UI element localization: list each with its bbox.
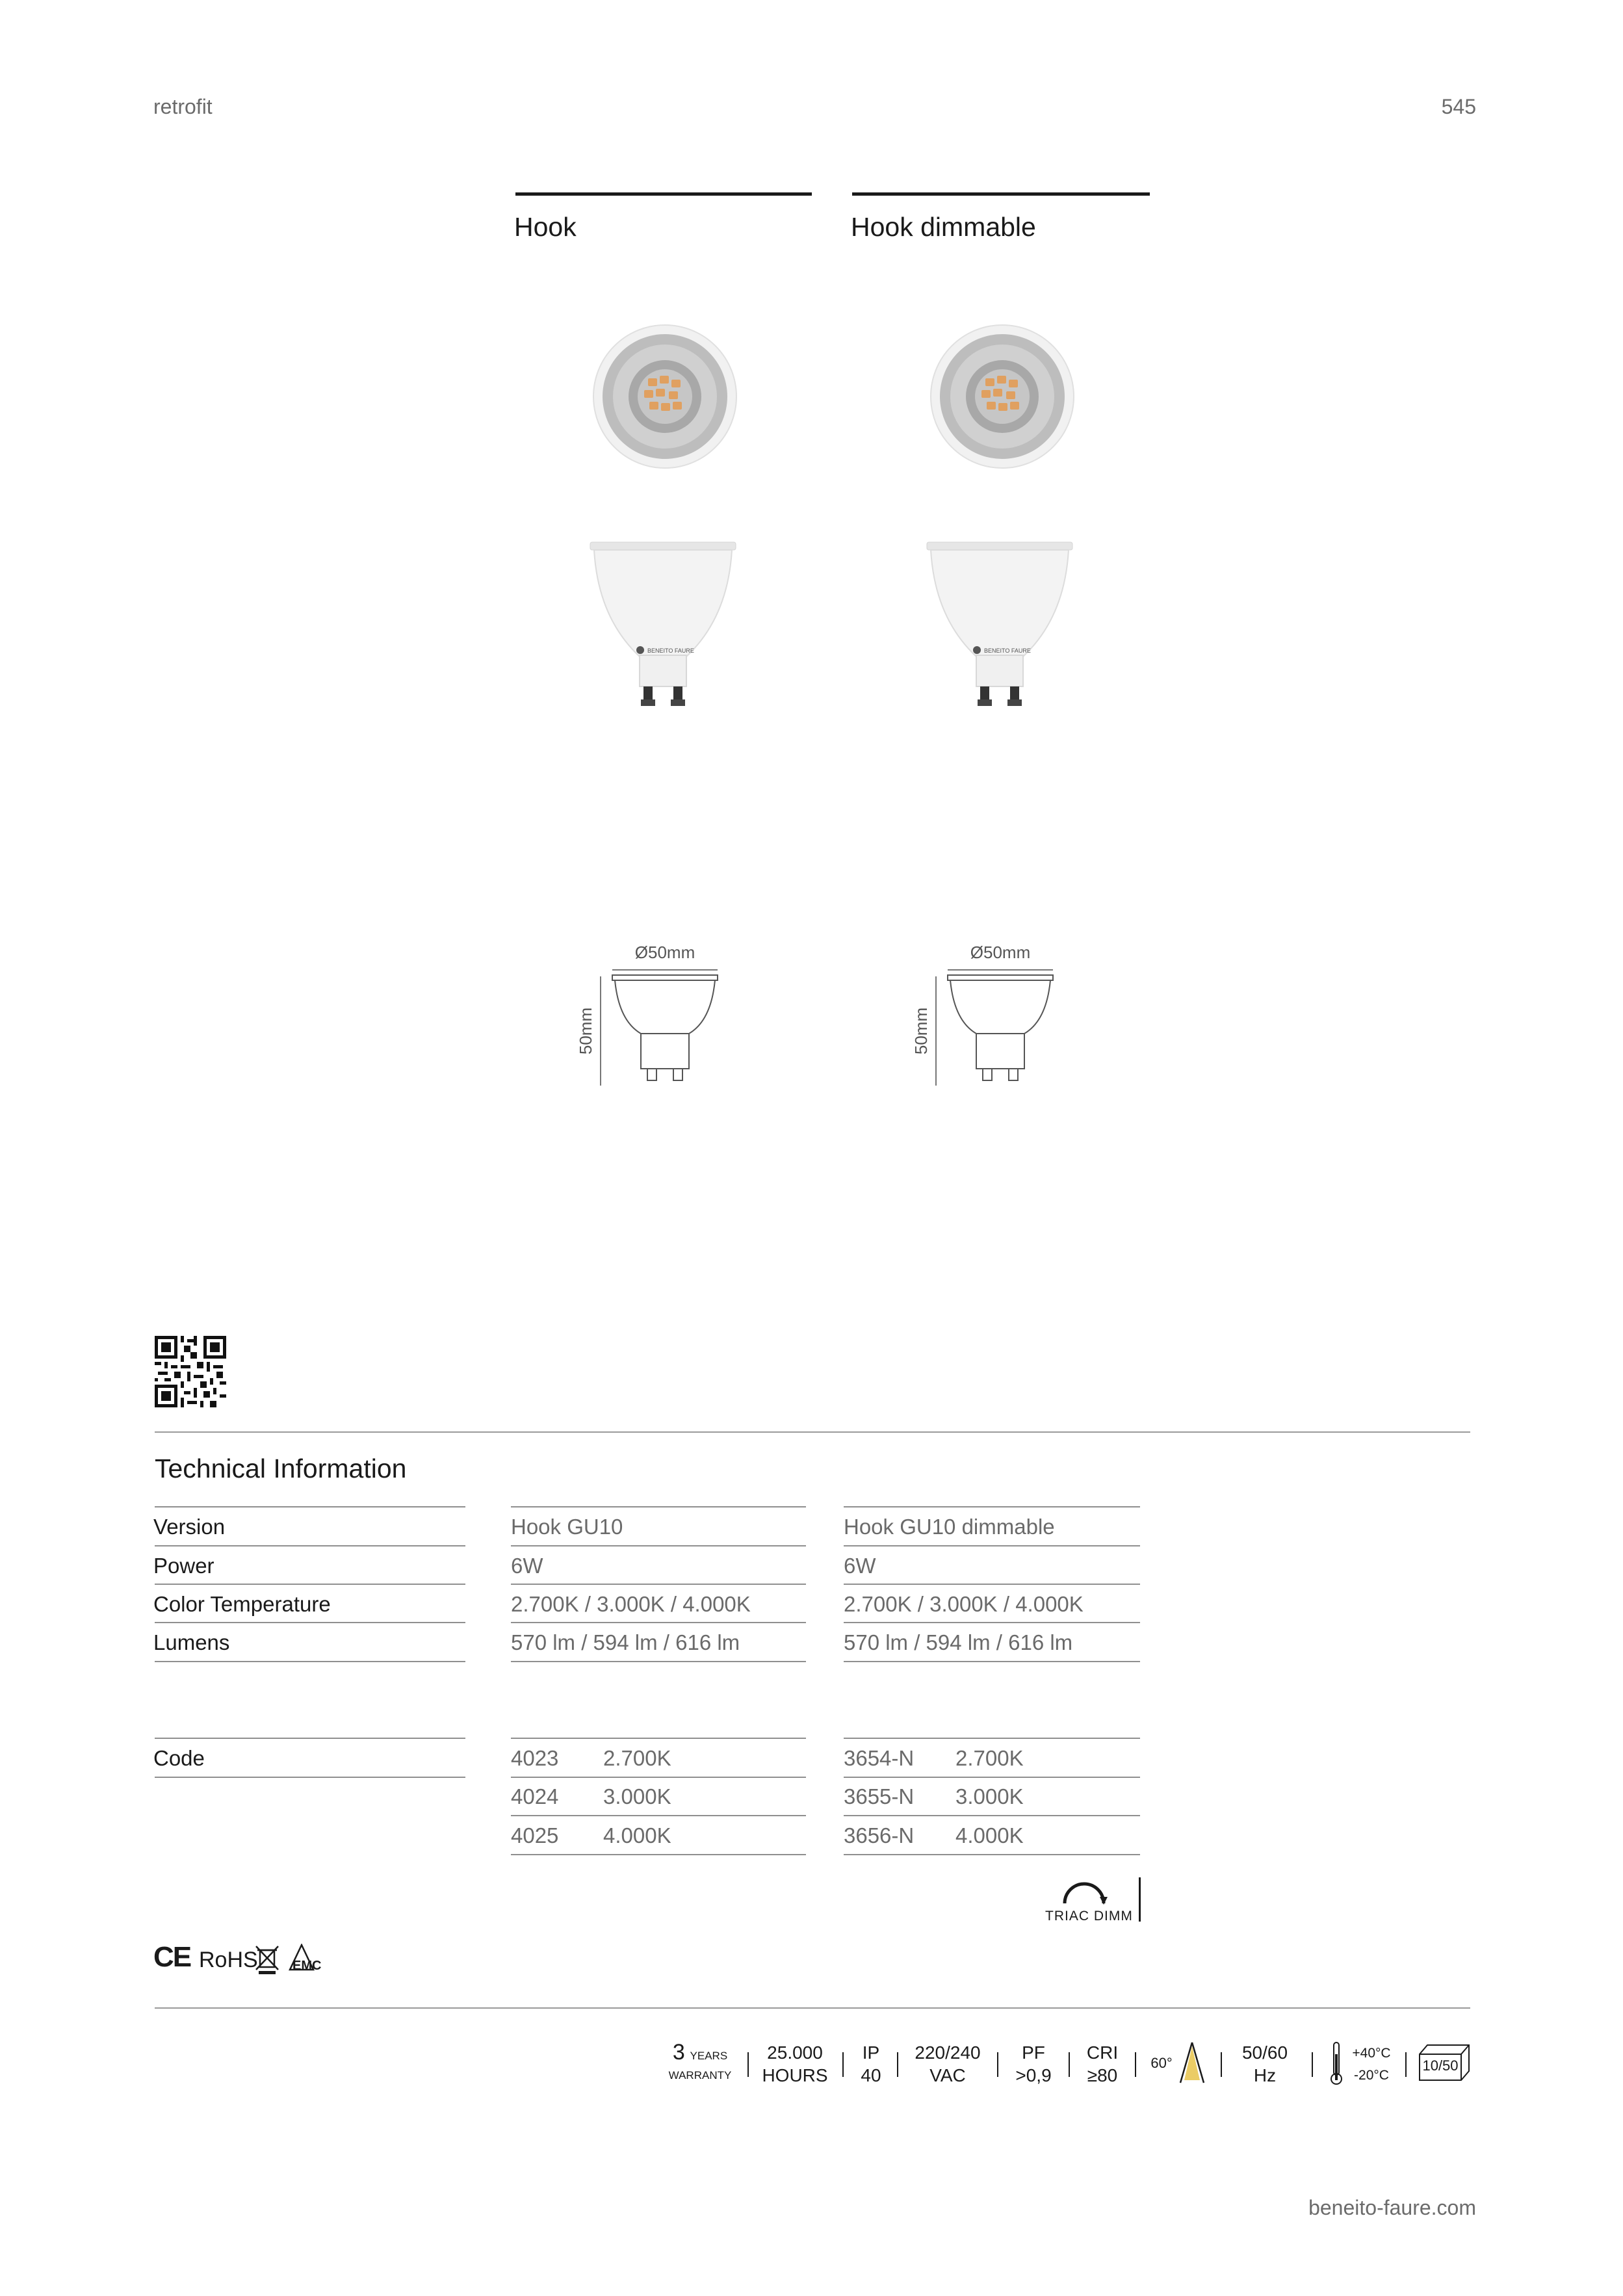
ip-spec [853, 2041, 889, 2087]
frequency-value: 50/60 [1241, 2042, 1288, 2063]
code-temperature: 4.000K [603, 1823, 671, 1847]
product-code: 4025 [511, 1823, 559, 1847]
voltage-label: VAC [929, 2065, 966, 2085]
rohs-mark: RoHS [199, 1948, 258, 1972]
cri-spec [1079, 2041, 1126, 2087]
pf-label: PF [1022, 2042, 1045, 2063]
dimension-diameter: Ø50mm [634, 943, 695, 962]
bulb-brand-text: BENEITO FAURE [984, 647, 1031, 654]
spec-separator [897, 2052, 898, 2077]
page-number: 545 [1441, 95, 1476, 118]
beam-angle-value: 60° [1150, 2055, 1173, 2071]
warranty-spec [664, 2041, 736, 2084]
row-divider [511, 1584, 806, 1585]
row-divider [155, 1661, 465, 1662]
row-divider [511, 1738, 806, 1739]
section-divider [155, 1431, 1470, 1433]
warranty-years-unit: YEARS [690, 2050, 728, 2062]
bulb-side-view-image [926, 540, 1074, 710]
warranty-label: WARRANTY [668, 2069, 732, 2081]
product-code: 3654-N [844, 1746, 915, 1770]
bulb-brand-text: BENEITO FAURE [647, 647, 694, 654]
section-divider [155, 2007, 1470, 2009]
temp-max: +40°C [1352, 2046, 1391, 2061]
dimension-drawing [572, 936, 734, 1118]
spec-label-power: Power [153, 1554, 214, 1578]
power-factor-spec [1007, 2041, 1059, 2087]
row-divider [844, 1815, 1140, 1816]
spec-separator [1221, 2052, 1222, 2077]
code-temperature: 2.700K [603, 1746, 671, 1770]
cri-value: ≥80 [1087, 2065, 1118, 2085]
spec-separator [1312, 2052, 1313, 2077]
dimmer-icon [1059, 1877, 1111, 1907]
row-divider [844, 1622, 1140, 1623]
dimm-marker [1139, 1877, 1141, 1922]
temp-min: -20°C [1354, 2068, 1389, 2083]
product-title-hook-dimmable: Hook dimmable [851, 212, 1036, 242]
spec-separator [1135, 2052, 1136, 2077]
product-code: 3655-N [844, 1784, 915, 1808]
spec-value: 570 lm / 594 lm / 616 lm [511, 1630, 740, 1654]
emc-icon [287, 1944, 326, 1974]
product-code: 4024 [511, 1784, 559, 1808]
row-divider [844, 1738, 1140, 1739]
spec-value: 6W [844, 1554, 876, 1578]
row-divider [511, 1506, 806, 1507]
row-divider [155, 1584, 465, 1585]
weee-bin-icon [255, 1944, 279, 1975]
row-divider [155, 1738, 465, 1739]
voltage-value: 220/240 [915, 2042, 981, 2063]
section-label: retrofit [153, 95, 213, 118]
product-rule-2 [852, 192, 1150, 196]
spec-separator [997, 2052, 998, 2077]
row-divider [155, 1777, 465, 1778]
row-divider [844, 1854, 1140, 1855]
row-divider [155, 1622, 465, 1623]
bulb-top-view-image [592, 324, 738, 469]
row-divider [844, 1584, 1140, 1585]
code-temperature: 3.000K [955, 1784, 1024, 1808]
product-code: 4023 [511, 1746, 559, 1770]
frequency-label: Hz [1253, 2065, 1277, 2085]
spec-label-color-temperature: Color Temperature [153, 1592, 331, 1616]
row-divider [511, 1545, 806, 1546]
spec-value: 2.700K / 3.000K / 4.000K [844, 1592, 1084, 1616]
row-divider [844, 1545, 1140, 1546]
product-rule-1 [515, 192, 812, 196]
hours-label: HOURS [762, 2065, 828, 2085]
row-divider [511, 1815, 806, 1816]
dimension-drawing [907, 936, 1070, 1118]
frequency-spec [1232, 2041, 1297, 2087]
spec-separator [842, 2052, 844, 2077]
spec-separator [1069, 2052, 1070, 2077]
dimension-height: 50mm [911, 1007, 931, 1055]
code-temperature: 3.000K [603, 1784, 671, 1808]
spec-separator [747, 2052, 749, 2077]
spec-label-lumens: Lumens [153, 1630, 230, 1654]
qr-code[interactable] [155, 1336, 226, 1407]
spec-value: 6W [511, 1554, 543, 1578]
product-title-hook: Hook [514, 212, 577, 242]
hours-value: 25.000 [767, 2042, 823, 2063]
ip-value: 40 [861, 2065, 881, 2085]
row-divider [511, 1854, 806, 1855]
emc-text: EMC [292, 1959, 322, 1973]
bulb-top-view-image [929, 324, 1075, 469]
beam-angle-icon [1178, 2040, 1206, 2085]
triac-dimm-label: TRIAC DIMM [1045, 1909, 1133, 1924]
warranty-years-number: 3 [672, 2040, 685, 2065]
row-divider [511, 1622, 806, 1623]
dimension-diameter: Ø50mm [970, 943, 1031, 962]
row-divider [844, 1661, 1140, 1662]
website-link[interactable]: beneito-faure.com [1308, 2196, 1476, 2219]
voltage-spec [907, 2041, 988, 2087]
row-divider [511, 1777, 806, 1778]
code-label: Code [153, 1746, 205, 1770]
ip-label: IP [862, 2042, 880, 2063]
spec-value: 2.700K / 3.000K / 4.000K [511, 1592, 751, 1616]
spec-separator [1405, 2052, 1407, 2077]
row-divider [844, 1777, 1140, 1778]
pf-value: >0,9 [1015, 2065, 1052, 2085]
row-divider [844, 1506, 1140, 1507]
hours-spec [759, 2041, 831, 2087]
operating-temperature-spec [1345, 2042, 1397, 2087]
technical-info-title: Technical Information [155, 1454, 407, 1483]
product-code: 3656-N [844, 1823, 915, 1847]
row-divider [155, 1506, 465, 1507]
spec-value: 570 lm / 594 lm / 616 lm [844, 1630, 1073, 1654]
row-divider [155, 1545, 465, 1546]
bulb-side-view-image [589, 540, 737, 710]
row-divider [511, 1661, 806, 1662]
spec-label-version: Version [153, 1515, 226, 1539]
package-quantity: 10/50 [1422, 2057, 1459, 2074]
code-temperature: 2.700K [955, 1746, 1024, 1770]
spec-value: Hook GU10 dimmable [844, 1515, 1055, 1539]
code-temperature: 4.000K [955, 1823, 1024, 1847]
cri-label: CRI [1086, 2042, 1119, 2063]
dimension-height: 50mm [576, 1007, 595, 1055]
spec-value: Hook GU10 [511, 1515, 623, 1539]
ce-mark: CE [153, 1941, 191, 1973]
thermometer-icon [1329, 2041, 1344, 2087]
